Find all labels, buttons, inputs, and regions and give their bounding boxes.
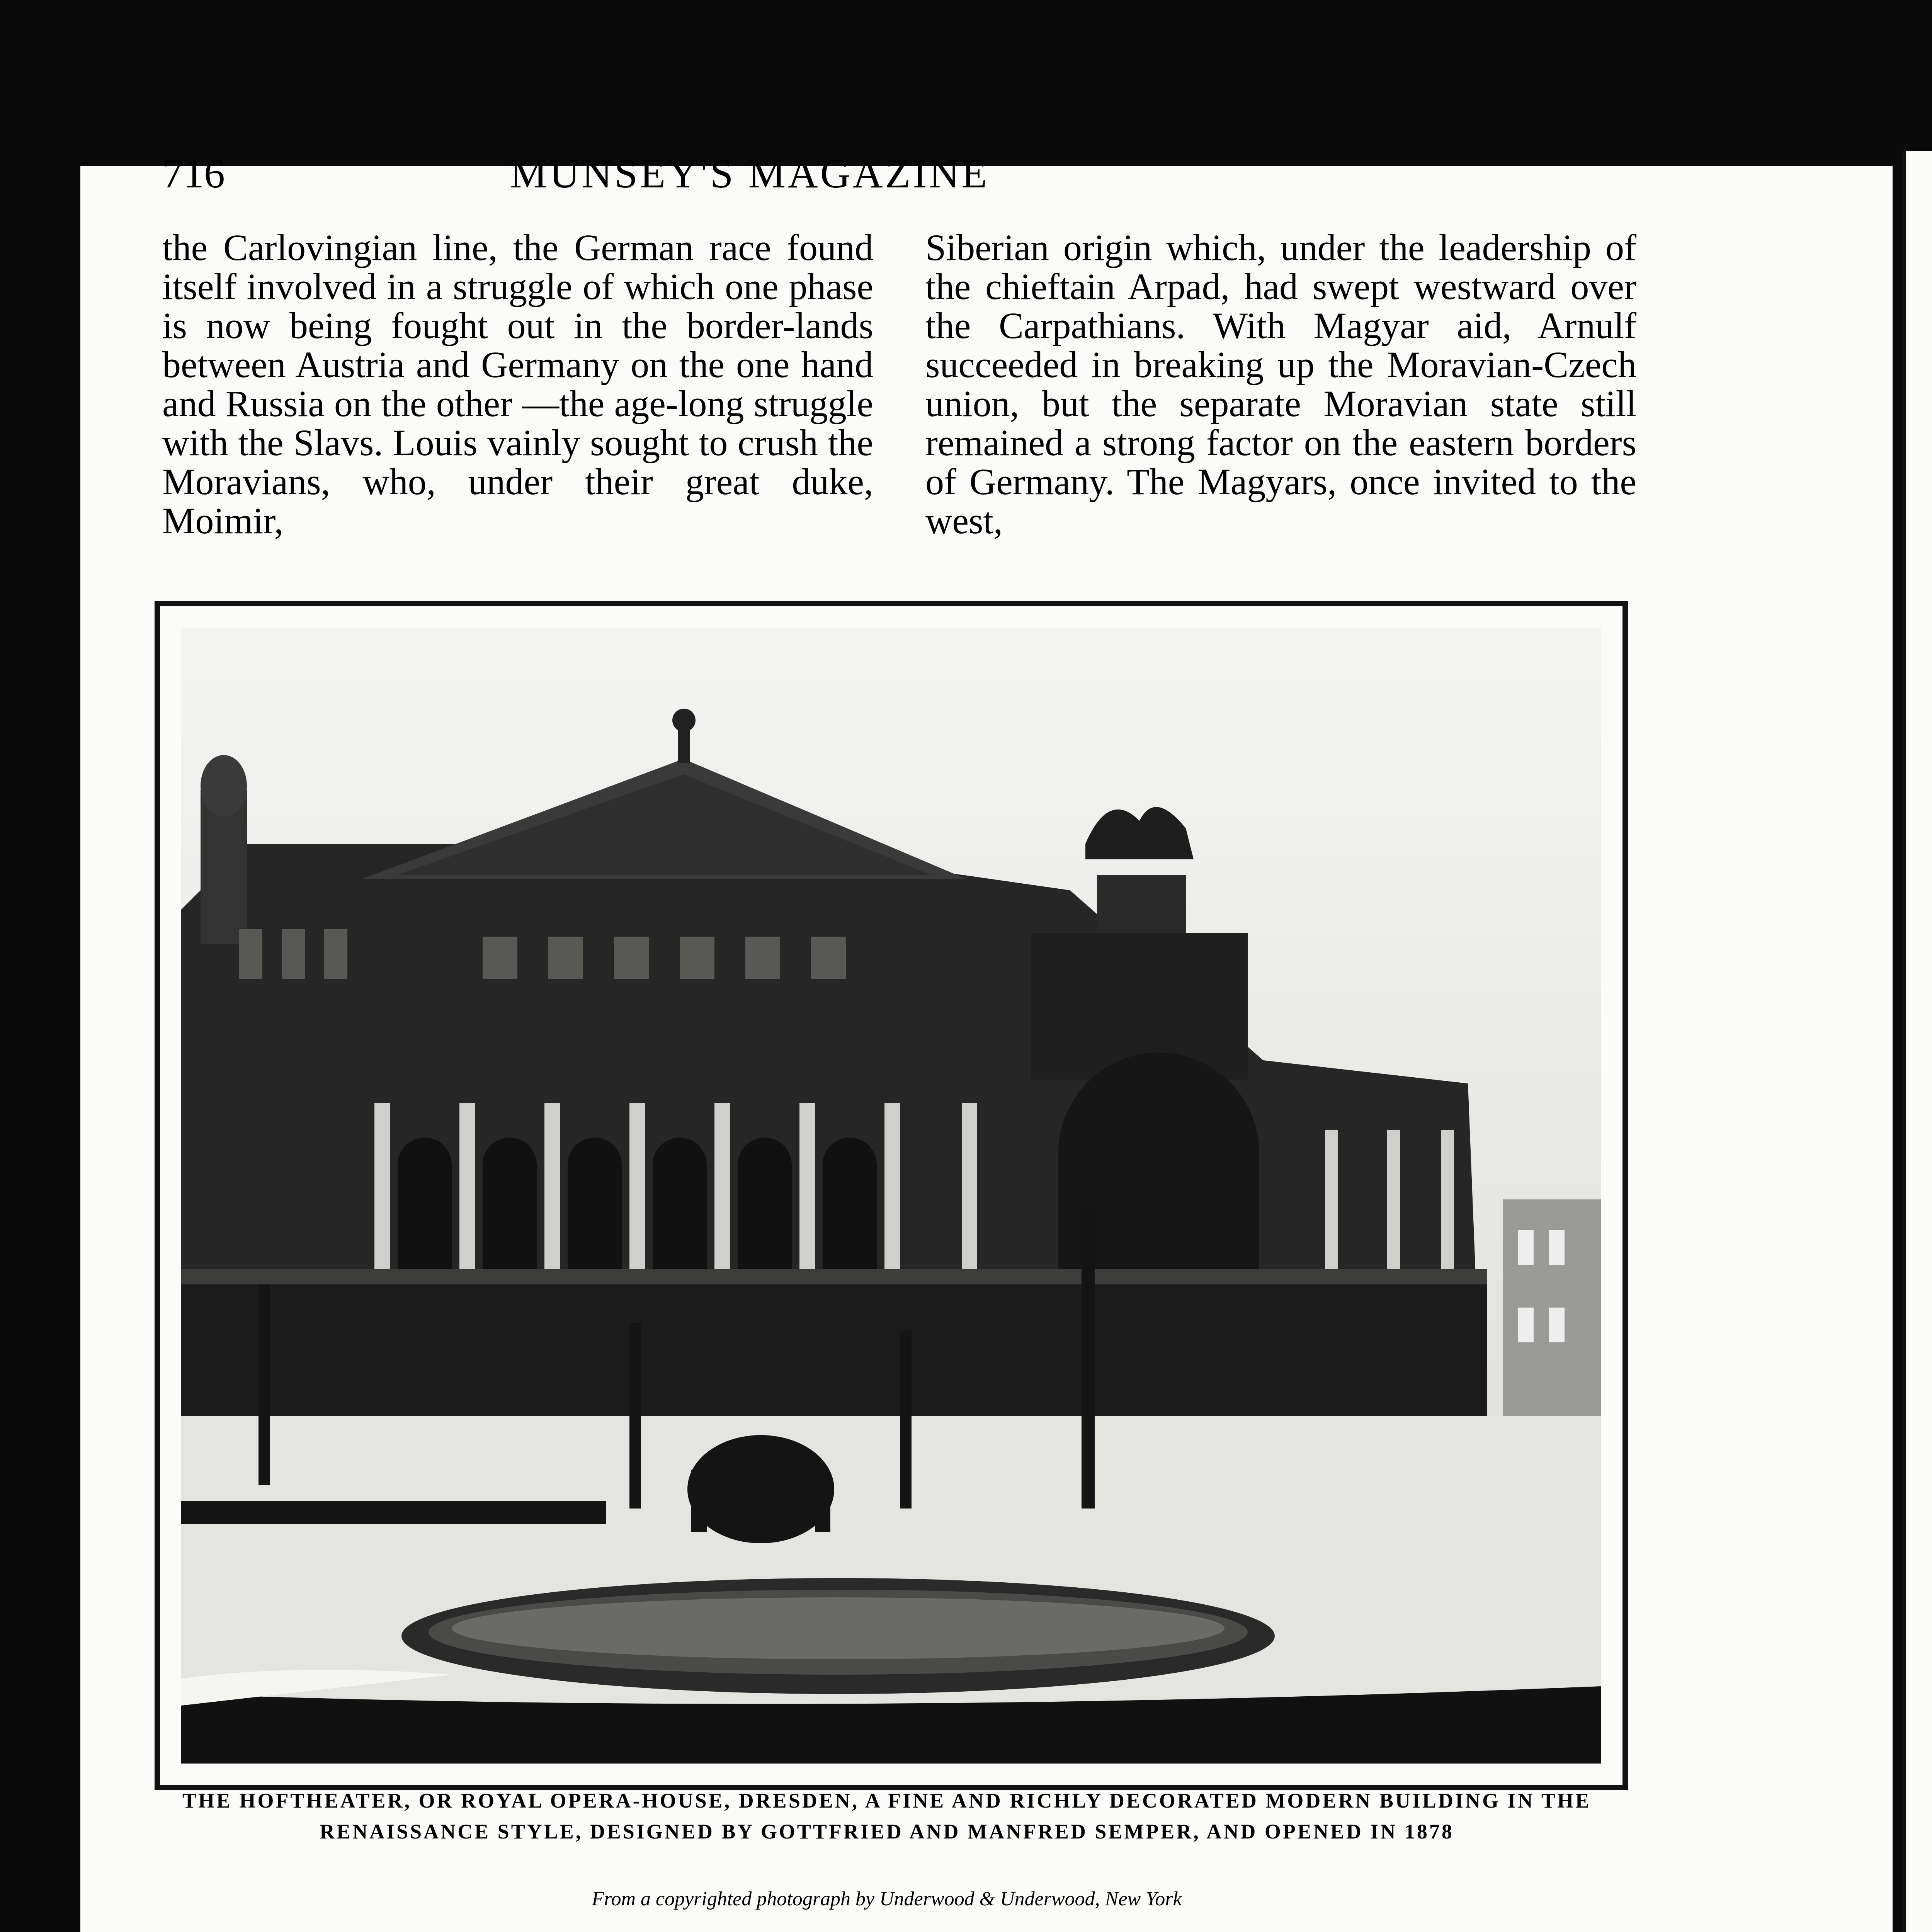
paragraph: the Carlovingian line, the German race found itself involved in a struggle of which one phase is now being fought out in the border-lands between Austria and Germany on the one hand and Russia on the other —the age-long struggle with the Slavs. Louis vainly sought to crush the Moravians, who, under their great duke, Moimir, xyxy=(162,227,873,541)
page-number: 716 xyxy=(162,151,225,197)
opera-house-photo xyxy=(155,601,1628,1790)
text-column-top-left xyxy=(162,228,873,540)
photo-credit: From a copyrighted photograph by Underwood & Underwood, New York xyxy=(592,1888,1182,1910)
magazine-title: MUNSEY'S MAGAZINE xyxy=(510,151,990,197)
running-header xyxy=(162,139,1206,209)
paragraph: Siberian origin which, under the leadership of the chieftain Arpad, had swept westward over the Carpathians. With Magyar aid, Arnulf succeeded in breaking up the Moravian-Czech union, but the separate Moravian state still remained a strong factor on the eastern borders of Germany. The Magyars, once invited to the west, xyxy=(925,227,1636,541)
text-column-top-right xyxy=(925,228,1636,540)
opera-house-illustration xyxy=(181,628,1601,1764)
photo-caption: THE HOFTHEATER, OR ROYAL OPERA-HOUSE, DRESDEN, A FINE AND RICHLY DECORATED MODERN BUILDING IN THE RENAISSANCE STYLE, DESIGNED BY GOTTFRIED AND MANFRED SEMPER, AND OPENED IN 1878 xyxy=(182,1789,1592,1843)
adjacent-page-edge xyxy=(1902,151,1932,1932)
